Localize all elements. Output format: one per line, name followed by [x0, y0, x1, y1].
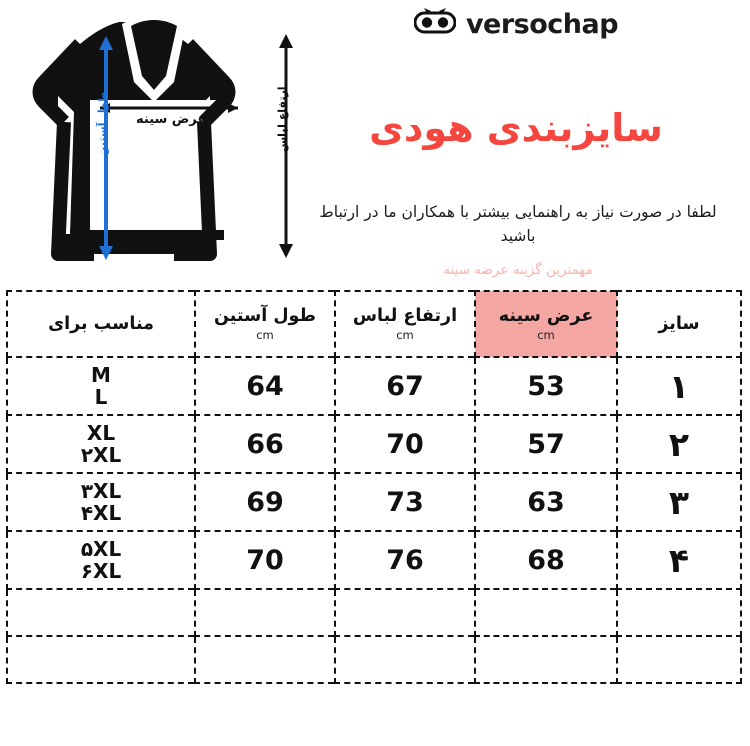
table-row	[7, 531, 741, 589]
cell-empty	[335, 636, 475, 683]
cell-chest: 68	[475, 531, 617, 589]
cell-size: ۱	[617, 357, 741, 415]
header-fit	[7, 291, 195, 357]
cell-empty	[617, 589, 741, 636]
header-area	[0, 0, 750, 288]
table-header-row	[7, 291, 741, 357]
header-size-label: سایز	[658, 314, 700, 334]
header-sleeve	[195, 291, 335, 357]
label-height: ارتفاع لباس	[276, 86, 289, 152]
size-table	[6, 290, 742, 684]
cell-fit	[7, 415, 195, 473]
cell-empty	[335, 589, 475, 636]
fit-line: ۶XL	[80, 559, 122, 583]
cell-chest: 63	[475, 473, 617, 531]
header-size	[617, 291, 741, 357]
fit-line: XL	[86, 420, 116, 445]
fit-line: M	[91, 362, 111, 387]
page-title: سایزبندی هودی	[369, 106, 663, 150]
header-chest-unit: cm	[537, 328, 555, 342]
cell-sleeve: 69	[195, 473, 335, 531]
cell-empty	[7, 636, 195, 683]
cell-length: 70	[335, 415, 475, 473]
header-chest	[475, 291, 617, 357]
cell-empty	[7, 589, 195, 636]
hoodie-diagram	[14, 4, 304, 284]
owl-logo-icon	[414, 8, 456, 40]
cell-length: 67	[335, 357, 475, 415]
cell-size: ۴	[617, 531, 741, 589]
header-length-unit: cm	[396, 328, 414, 342]
cell-length: 73	[335, 473, 475, 531]
cell-size: ۳	[617, 473, 741, 531]
page-note: مهمترین گزینه عرضه سینه	[443, 262, 593, 278]
table-row-empty	[7, 636, 741, 683]
fit-line: L	[94, 385, 108, 409]
header-fit-label: مناسب برای	[48, 314, 154, 334]
fit-line: ۵XL	[80, 536, 122, 561]
fit-line: ۴XL	[80, 501, 122, 525]
cell-chest: 53	[475, 357, 617, 415]
label-chest: عرض سینه	[136, 112, 207, 127]
cell-empty	[475, 589, 617, 636]
table-row-empty	[7, 589, 741, 636]
header-length	[335, 291, 475, 357]
cell-length: 76	[335, 531, 475, 589]
cell-sleeve: 64	[195, 357, 335, 415]
cell-empty	[475, 636, 617, 683]
header-sleeve-label: طول آستین	[214, 306, 316, 326]
header-sleeve-unit: cm	[256, 328, 274, 342]
table-row	[7, 357, 741, 415]
cell-empty	[617, 636, 741, 683]
header-length-label: ارتفاع لباس	[352, 306, 458, 326]
header-chest-label: عرض سینه	[498, 306, 594, 326]
brand-lockup	[296, 8, 736, 40]
hoodie-shape	[40, 16, 229, 254]
table-row	[7, 415, 741, 473]
cell-fit	[7, 531, 195, 589]
cell-size: ۲	[617, 415, 741, 473]
cell-empty	[195, 636, 335, 683]
table-row	[7, 473, 741, 531]
cell-empty	[195, 589, 335, 636]
brand-name: versochap	[465, 8, 619, 40]
cell-fit	[7, 357, 195, 415]
cell-chest: 57	[475, 415, 617, 473]
cell-sleeve: 70	[195, 531, 335, 589]
cell-fit	[7, 473, 195, 531]
cell-sleeve: 66	[195, 415, 335, 473]
fit-line: ۳XL	[80, 478, 122, 503]
label-sleeve: طول آستین	[96, 91, 109, 156]
fit-line: ۲XL	[80, 443, 122, 467]
size-table-wrap	[8, 290, 742, 736]
page-subtitle: لطفا در صورت نیاز به راهنمایی بیشتر با همکاران ما در ارتباط باشید	[319, 203, 717, 246]
